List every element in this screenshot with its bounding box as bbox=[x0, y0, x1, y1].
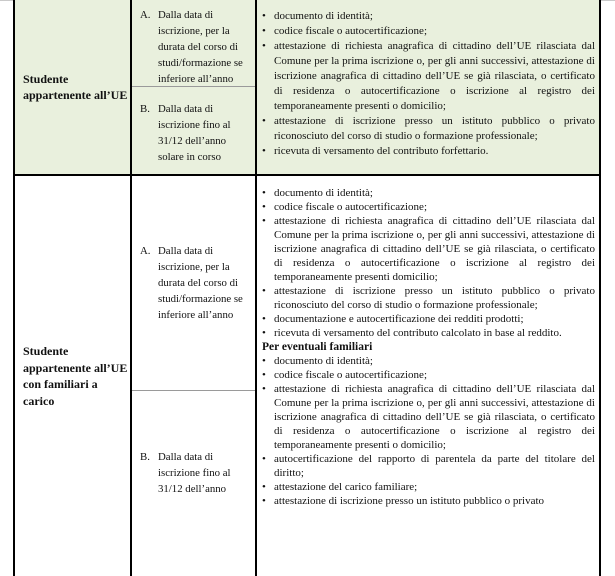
bullet-icon bbox=[262, 382, 274, 452]
document-text: documento di identità; bbox=[274, 10, 373, 22]
bullet-icon bbox=[262, 354, 274, 368]
period-option-b bbox=[132, 391, 255, 576]
period-option-a bbox=[132, 0, 255, 87]
document-list-item bbox=[262, 382, 595, 452]
document-list-item bbox=[262, 144, 595, 159]
document-text: documento di identità; bbox=[274, 355, 373, 367]
document-text: ricevuta di versamento del contributo calcolato in base al reddito. bbox=[274, 327, 562, 339]
period-letter: B. bbox=[140, 103, 150, 115]
category-cell-ue bbox=[15, 0, 132, 174]
document-list-item bbox=[262, 9, 595, 24]
bullet-icon bbox=[262, 200, 274, 214]
period-letter: A. bbox=[140, 9, 151, 21]
document-list bbox=[262, 9, 595, 159]
requirements-table bbox=[13, 0, 601, 576]
document-list-item bbox=[262, 114, 595, 144]
bullet-icon bbox=[262, 9, 274, 24]
bullet-icon bbox=[262, 326, 274, 340]
document-list-item bbox=[262, 494, 595, 508]
bullet-icon bbox=[262, 452, 274, 480]
period-option-b bbox=[132, 87, 255, 173]
document-text: attestazione di richiesta anagrafica di cittadino dell’UE rilasciata dal Comune per la prima iscrizione o, per gli anni successivi, attestazione di iscrizione anagrafica di cittadino dell’UE se già rilasciata, o certificato di residenza o autocertificazione o iscrizione al registro dei temporaneamente presenti o domicilio; bbox=[274, 383, 595, 451]
document-list-item bbox=[262, 24, 595, 39]
document-list bbox=[262, 186, 595, 340]
period-text: Dalla data di iscrizione, per la durata del corso di studi/formazione se inferiore all’anno bbox=[158, 245, 243, 321]
document-list-item bbox=[262, 284, 595, 312]
document-list-item bbox=[262, 326, 595, 340]
document-list-item bbox=[262, 186, 595, 200]
document-list-item bbox=[262, 480, 595, 494]
document-text: documentazione e autocertificazione dei redditi prodotti; bbox=[274, 313, 524, 325]
family-document-list bbox=[262, 354, 595, 508]
document-text: attestazione di iscrizione presso un istituto pubblico o privato bbox=[274, 495, 545, 507]
bullet-icon bbox=[262, 494, 274, 508]
documents-cell-ue bbox=[257, 0, 599, 174]
document-list-item bbox=[262, 39, 595, 114]
period-letter: B. bbox=[140, 451, 150, 463]
category-label: Studente appartenente all’UE bbox=[23, 71, 128, 102]
bullet-icon bbox=[262, 144, 274, 159]
documents-cell-ue-familiari bbox=[257, 176, 599, 576]
category-label: Studente appartenente all’UE con familiari a carico bbox=[23, 344, 128, 408]
bullet-icon bbox=[262, 480, 274, 494]
period-cell-ue-familiari bbox=[132, 176, 257, 576]
table-row-studente-ue-familiari bbox=[15, 176, 599, 576]
document-text: attestazione di richiesta anagrafica di cittadino dell’UE rilasciata dal Comune per la prima iscrizione o, per gli anni successivi, attestazione di iscrizione anagrafica di cittadino dell’UE se già rilasciata, o certificato di residenza o autocertificazione o iscrizione al registro dei temporaneamente presenti o domicilio; bbox=[274, 40, 595, 112]
bullet-icon bbox=[262, 284, 274, 312]
document-text: attestazione di iscrizione presso un istituto pubblico o privato riconosciuto del corso di studio o formazione professionale; bbox=[274, 285, 595, 311]
document-text: codice fiscale o autocertificazione; bbox=[274, 369, 427, 381]
bullet-icon bbox=[262, 114, 274, 144]
period-text: Dalla data di iscrizione fino al 31/12 dell’anno bbox=[158, 451, 231, 495]
bullet-icon bbox=[262, 24, 274, 39]
document-list-item bbox=[262, 368, 595, 382]
category-cell-ue-familiari bbox=[15, 176, 132, 576]
document-text: codice fiscale o autocertificazione; bbox=[274, 201, 427, 213]
document-list-item bbox=[262, 354, 595, 368]
document-text: ricevuta di versamento del contributo forfettario. bbox=[274, 145, 489, 157]
period-cell-ue bbox=[132, 0, 257, 174]
period-letter: A. bbox=[140, 245, 151, 257]
bullet-icon bbox=[262, 312, 274, 326]
period-text: Dalla data di iscrizione, per la durata del corso di studi/formazione se inferiore all’anno bbox=[158, 9, 243, 85]
period-option-a bbox=[132, 176, 255, 391]
bullet-icon bbox=[262, 39, 274, 114]
bullet-icon bbox=[262, 186, 274, 200]
family-subheading: Per eventuali familiari bbox=[262, 341, 373, 353]
bullet-icon bbox=[262, 368, 274, 382]
document-text: documento di identità; bbox=[274, 187, 373, 199]
period-text: Dalla data di iscrizione fino al 31/12 dell’anno solare in corso bbox=[158, 103, 231, 163]
document-list-item bbox=[262, 200, 595, 214]
document-list-item bbox=[262, 312, 595, 326]
document-text: autocertificazione del rapporto di parentela da parte del titolare del diritto; bbox=[274, 453, 595, 479]
document-list-item bbox=[262, 214, 595, 284]
document-text: codice fiscale o autocertificazione; bbox=[274, 25, 427, 37]
document-text: attestazione di richiesta anagrafica di cittadino dell’UE rilasciata dal Comune per la prima iscrizione o, per gli anni successivi, attestazione di iscrizione anagrafica di cittadino dell’UE se già rilasciata, o certificato di residenza o autocertificazione o iscrizione al registro dei temporaneamente presenti domicilio; bbox=[274, 215, 595, 283]
bullet-icon bbox=[262, 214, 274, 284]
document-list-item bbox=[262, 452, 595, 480]
document-text: attestazione del carico familiare; bbox=[274, 481, 418, 493]
table-row-studente-ue bbox=[15, 0, 599, 176]
document-text: attestazione di iscrizione presso un istituto pubblico o privato riconosciuto del corso di studio o formazione professionale; bbox=[274, 115, 595, 142]
